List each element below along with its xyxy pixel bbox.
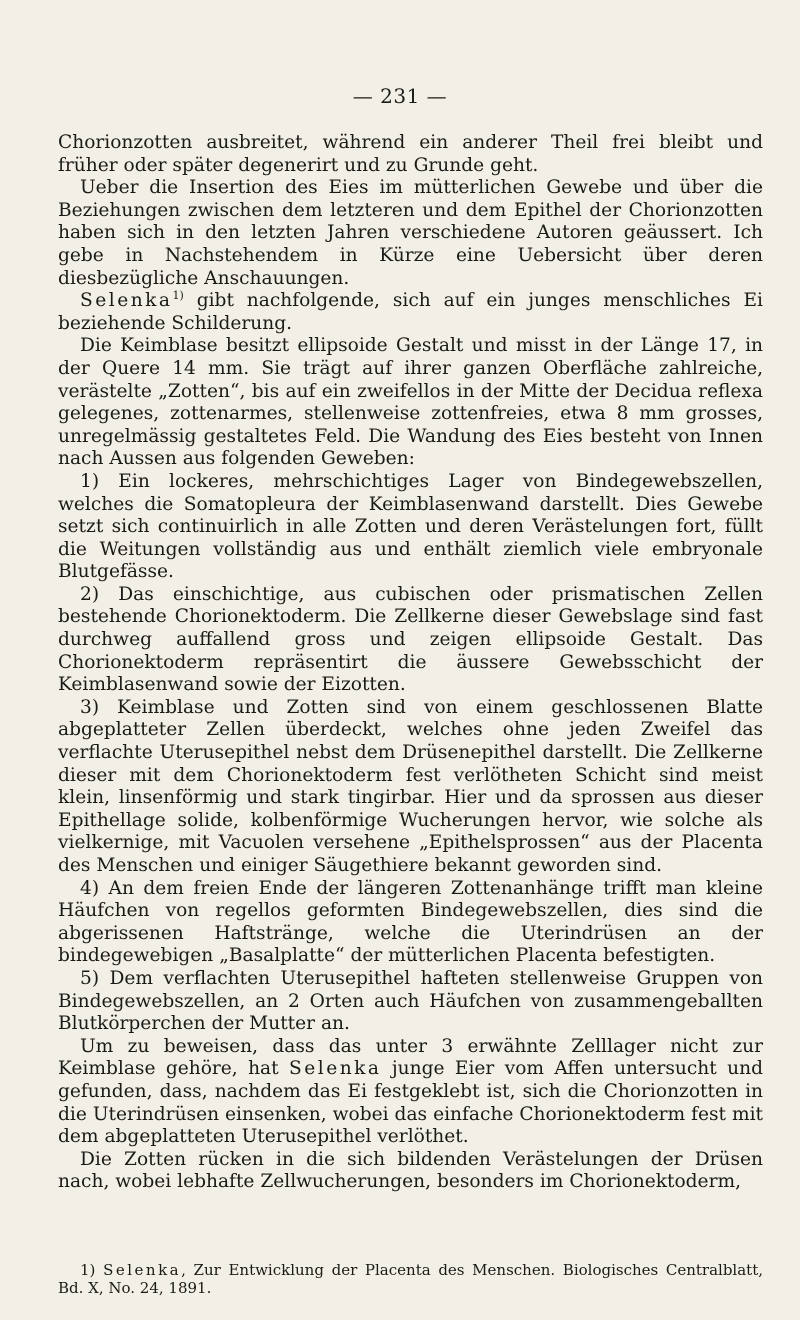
paragraph-7: 3) Keimblase und Zotten sind von einem geschlossenen Blatte abgeplatteter Zellen überdeckt, welches ohne jeden Zweifel das verflachte Uterusepithel nebst dem Drüsenepithel darstellt. Die Zellkerne dieser mit dem Chorionektoderm fest verlötheten Schicht sind meist klein, linsenförmig und stark tingirbar. Hier und da sprossen aus dieser Epithellage solide, kolbenförmige Wucherungen hervor, wie solche als vielkernige, mit Vacuolen versehene „Epithelsprossen“ aus der Placenta des Menschen und einiger Säugethiere bekannt geworden sind. bbox=[58, 696, 763, 876]
main-text bbox=[58, 132, 763, 1194]
paragraph-3 bbox=[58, 290, 763, 335]
paragraph-10-text-a: Um zu beweisen, dass das unter 3 erwähnte Zelllager nicht zur Keimblase gehöre, hat bbox=[58, 1035, 763, 1080]
paragraph-3-text: gibt nachfolgende, sich auf ein junges menschliches Ei beziehende Schilderung. bbox=[58, 290, 763, 334]
paragraph-1: Chorionzotten ausbreitet, während ein anderer Theil frei bleibt und früher oder später degenerirt und zu Grunde geht. bbox=[58, 132, 763, 176]
paragraph-6: 2) Das einschichtige, aus cubischen oder prismatischen Zellen bestehende Chorionektoderm. Die Zellkerne dieser Gewebslage sind fast durchweg auffallend gross und zeigen ellipsoide Gestalt. Das Chorionektoderm repräsentirt die äussere Gewebsschicht der Keimblasenwand sowie der Eizotten. bbox=[58, 583, 763, 696]
author-name: Selenka bbox=[289, 1058, 382, 1080]
author-name: Selenka bbox=[80, 290, 173, 312]
paragraph-11: Die Zotten rücken in die sich bildenden Verästelungen der Drüsen nach, wobei lebhafte Zellwucherungen, besonders im Chorionektoderm, bbox=[58, 1148, 763, 1193]
paragraph-4: Die Keimblase besitzt ellipsoide Gestalt und misst in der Länge 17, in der Quere 14 mm. Sie trägt auf ihrer ganzen Oberfläche zahlreiche, verästelte „Zotten“, bis auf ein zweifellos in der Mitte der Decidua reflexa gelegenes, zottenarmes, stellenweise zottenfreies, etwa 8 mm grosses, unregelmässig gestaltetes Feld. Die Wandung des Eies besteht von Innen nach Aussen aus folgenden Geweben: bbox=[58, 335, 763, 470]
paragraph-10 bbox=[58, 1036, 763, 1149]
paragraph-2: Ueber die Insertion des Eies im mütterlichen Gewebe und über die Beziehungen zwischen dem letzteren und dem Epithel der Chorionzotten haben sich in den letzten Jahren verschiedene Autoren geäussert. Ich gebe in Nachstehendem in Kürze eine Uebersicht über deren diesbezügliche Anschauungen. bbox=[58, 177, 763, 289]
footnote-author: Selenka bbox=[103, 1261, 182, 1279]
paragraph-8: 4) An dem freien Ende der längeren Zottenanhänge trifft man kleine Häufchen von regellos geformten Bindegewebszellen, dies sind die abgerissenen Haftstränge, welche die Uterindrüsen an der bindegewebigen „Basalplatte“ der mütterlichen Placenta befestigten. bbox=[58, 877, 763, 967]
paragraph-5: 1) Ein lockeres, mehrschichtiges Lager von Bindegewebszellen, welches die Somatopleura der Keimblasenwand darstellt. Dies Gewebe setzt sich continuirlich in alle Zotten und deren Verästelungen fort, füllt die Weitungen vollständig aus und enthält ziemlich viele embryonale Blutgefässe. bbox=[58, 470, 763, 583]
paragraph-9: 5) Dem verflachten Uterusepithel hafteten stellenweise Gruppen von Bindegewebszellen, an 2 Orten auch Häufchen von zusammengeballten Blutkörperchen der Mutter an. bbox=[58, 967, 763, 1035]
paragraph-10-text-b: junge Eier vom Affen untersucht und gefunden, dass, nachdem das Ei festgeklebt ist, sich die Chorionzotten in die Uterindrüsen einsenken, wobei das einfache Chorionektoderm fest mit dem abgeplatteten Uterusepithel verlöthet. bbox=[58, 1058, 763, 1148]
footnote-reference: 1) bbox=[172, 288, 184, 302]
page-number: — 231 — bbox=[352, 84, 448, 108]
footnote-mark: 1) bbox=[80, 1261, 96, 1279]
footnote-1 bbox=[58, 1261, 763, 1297]
footnote-text: , Zur Entwicklung der Placenta des Menschen. Biologisches Centralblatt, Bd. X, No. 24, 1891. bbox=[58, 1261, 763, 1297]
footnotes bbox=[58, 1261, 763, 1297]
